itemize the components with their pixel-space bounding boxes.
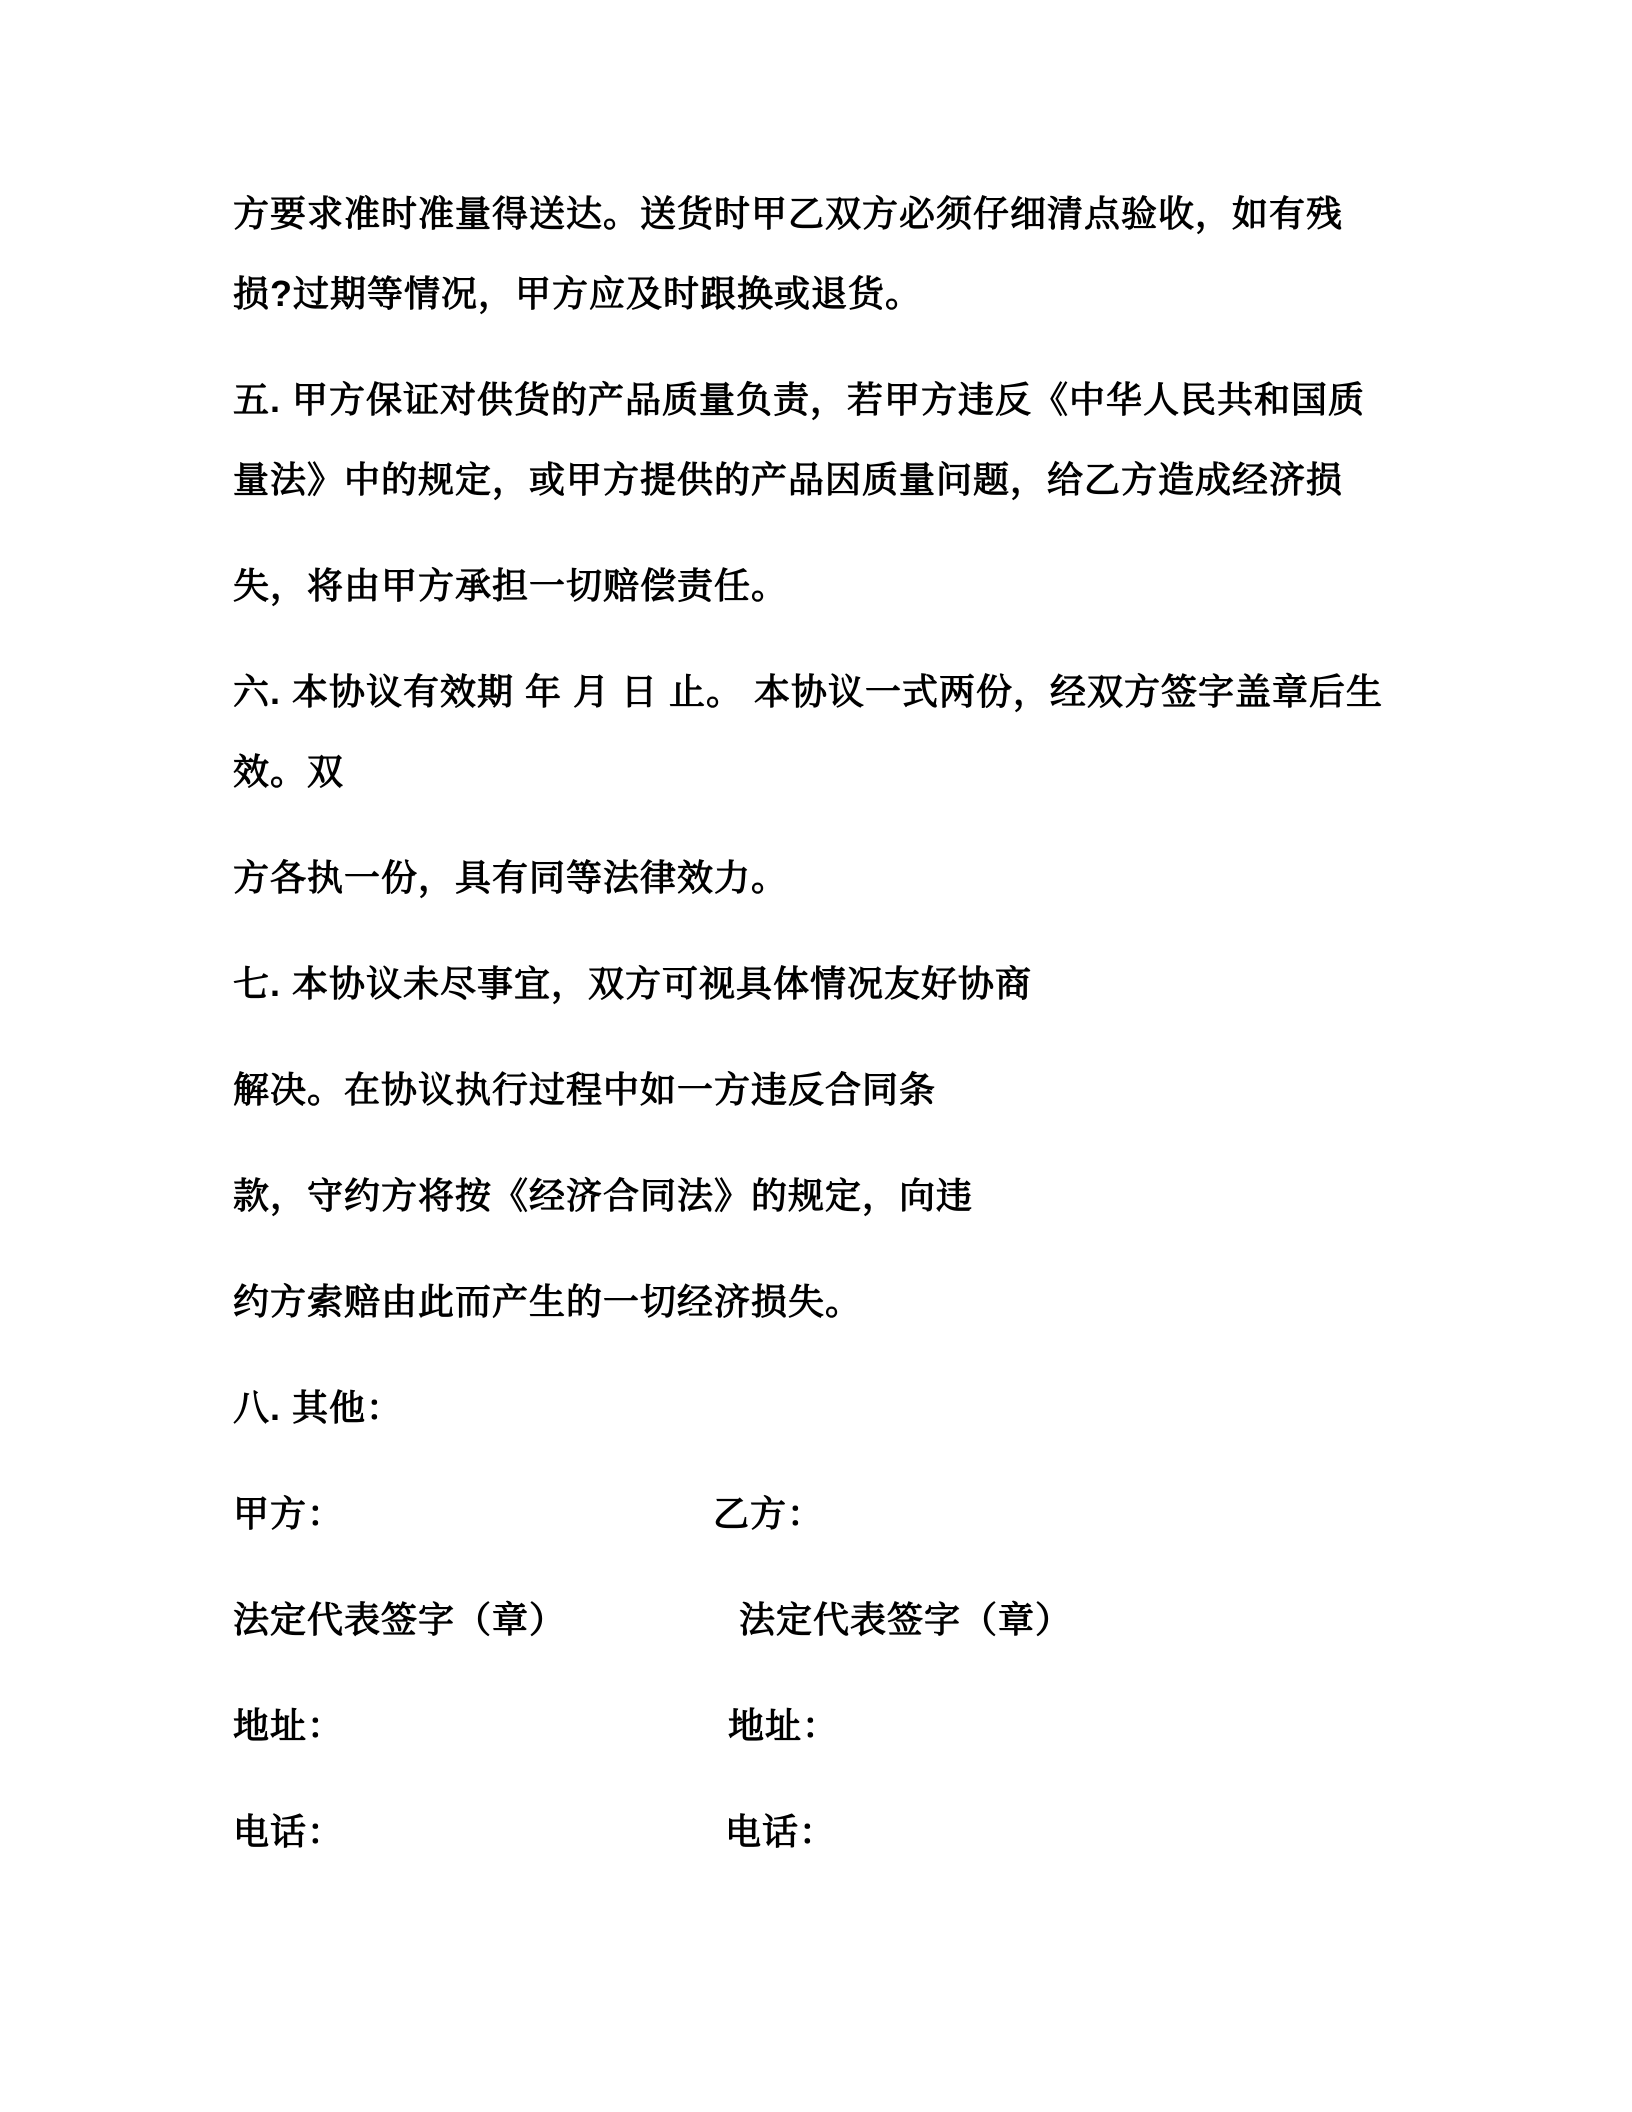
clause-6-continuation [233,838,1403,918]
contract-line: 方各执一份，具有同等法律效力。 [233,857,789,898]
party-a-label: 甲方： [233,1493,345,1534]
contract-line: 六. 本协议有效期 年 月 日 止。 本协议一式两份，经双方签字盖章后生 [233,671,1384,712]
contract-line: 效。双 [233,751,345,792]
clause-delivery-paragraph [233,174,1403,334]
contract-line: 八. 其他： [233,1387,404,1428]
contract-line: 量法》中的规定，或甲方提供的产品因质量问题，给乙方造成经济损 [233,459,1344,500]
contract-line: 方要求准时准量得送达。送货时甲乙双方必须仔细清点验收，如有残 [233,193,1344,234]
contract-line: 解决。在协议执行过程中如一方违反合同条 [233,1069,937,1110]
clause-8-paragraph [233,1368,1403,1448]
signature-row-parties [233,1474,1403,1554]
legal-rep-signature-b-label: 法定代表签字（章） [739,1599,1073,1640]
contract-page [233,174,1403,1898]
clause-5-continuation [233,546,1403,626]
clause-7-paragraph [233,944,1403,1024]
legal-rep-signature-a-label: 法定代表签字（章） [233,1599,567,1640]
contract-line: 损?过期等情况，甲方应及时跟换或退货。 [233,273,922,314]
clause-6-paragraph [233,652,1403,812]
contract-line: 约方索赔由此而产生的一切经济损失。 [233,1281,863,1322]
clause-7-continuation-1 [233,1050,1403,1130]
party-b-label: 乙方： [713,1493,825,1534]
contract-line: 失，将由甲方承担一切赔偿责任。 [233,565,789,606]
contract-line: 款，守约方将按《经济合同法》的规定，向违 [233,1175,974,1216]
address-a-label: 地址： [233,1705,345,1746]
clause-7-continuation-3 [233,1262,1403,1342]
phone-b-label: 电话： [725,1811,837,1852]
signature-row-address [233,1686,1403,1766]
clause-5-paragraph [233,360,1403,520]
contract-line: 五. 甲方保证对供货的产品质量负责，若甲方违反《中华人民共和国质 [233,379,1366,420]
phone-a-label: 电话： [233,1811,345,1852]
address-b-label: 地址： [728,1705,840,1746]
signature-row-legal-rep [233,1580,1403,1660]
signature-row-phone [233,1792,1403,1872]
clause-7-continuation-2 [233,1156,1403,1236]
contract-line: 七. 本协议未尽事宜，双方可视具体情况友好协商 [233,963,1033,1004]
